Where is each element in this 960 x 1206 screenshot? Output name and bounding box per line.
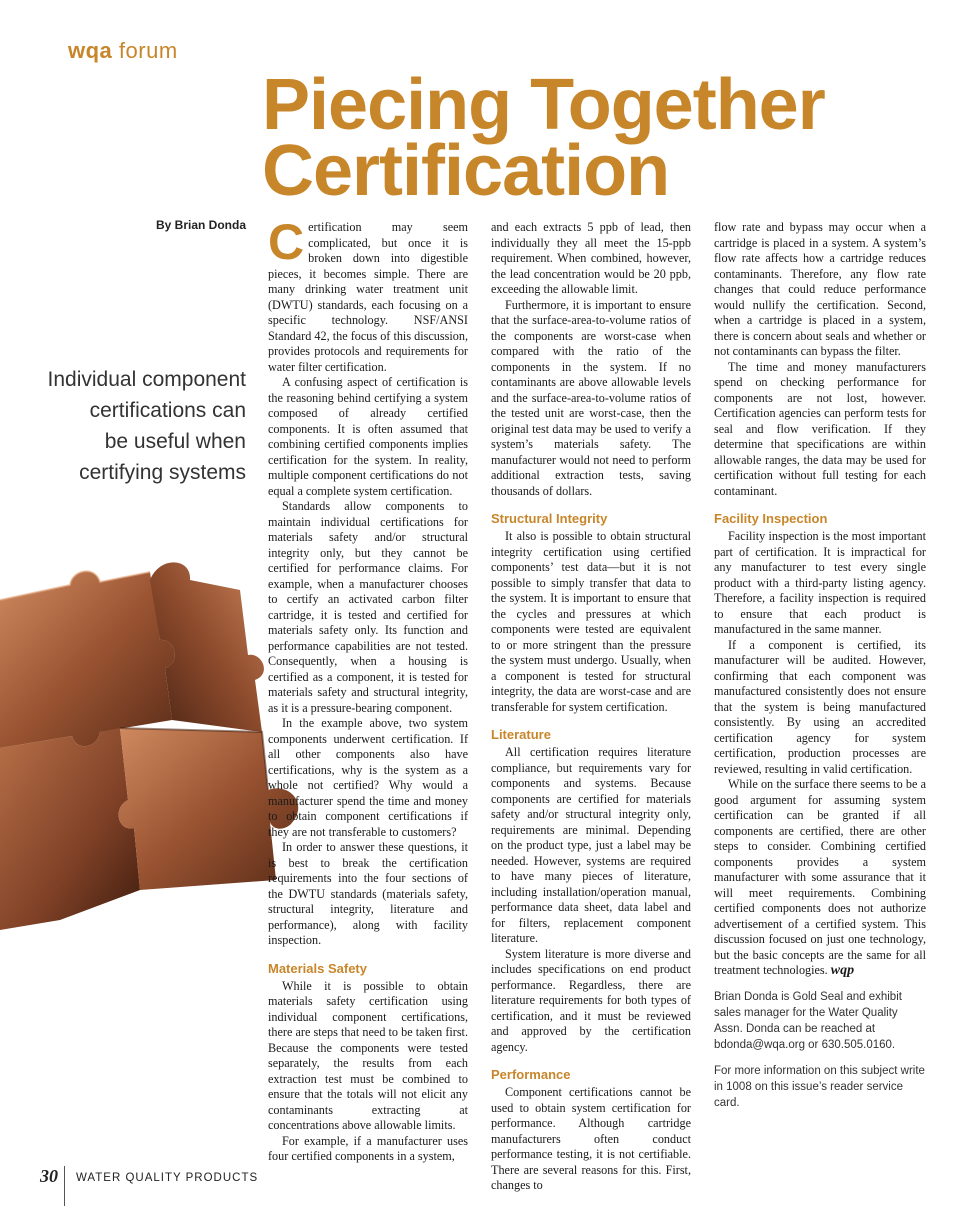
section-kicker xyxy=(68,38,178,64)
body-paragraph: flow rate and bypass may occur when a cartridge is placed in a system. A system’s flow rate affects how a cartridge reduces contaminants. Therefore, any flow rate changes that could reduce performance would nullify the certification. Second, when a cartridge is placed in a system, there is concern about seals and whether or not contaminants can bypass the filter. xyxy=(714,220,926,358)
pull-quote-line: Individual component xyxy=(47,368,246,391)
body-paragraph: In order to answer these questions, it is best to break the certification requirements into the four sections of the DWTU standards (materials safety, structural integrity, literature and performance), along with facility inspection. xyxy=(268,840,468,947)
body-paragraph: If a component is certified, its manufacturer will be audited. However, confirming that each component was manufactured consistently does not ensure that the system is being manufactured consistently. By using an accredited certification agency for system certification, production processes are reviewed, resulting in valid certification. xyxy=(714,637,926,776)
body-paragraph: In the example above, two system components underwent certification. If all other components also have certifications, why is the system as a whole not certified? Why would a manufacturer spend the time and money to obtain component certifications if they are not transferable to customers? xyxy=(268,716,468,839)
closing-text: While on the surface there seems to be a good argument for assuming system certification can be granted if all components are certified, there are other steps to consider. Combining certified components provides a system manufacturer with some assurance that it will meet requirements. Combining certified components does not authorize advertisement of a certified system. This discussion focused on just one technology, but the basic concepts are the same for all treatment technologies. xyxy=(714,777,926,977)
page-number: 30 xyxy=(40,1166,58,1186)
title-line-2: Certification xyxy=(262,131,670,211)
byline: By Brian Donda xyxy=(155,218,246,232)
kicker-label: forum xyxy=(112,38,178,63)
reader-service-note: For more information on this subject write in 1008 on this issue’s reader service card. xyxy=(714,1064,925,1109)
section-heading-facility-inspection: Facility Inspection xyxy=(714,511,828,526)
body-paragraph: Facility inspection is the most important part of certification. It is impractical for any manufacturer to test every single product with a third-party listing agency. Therefore, a facility inspection is required to ensure that each product is manufactured in the same manner. xyxy=(714,529,926,636)
body-paragraph: For example, if a manufacturer uses four certified components in a system, xyxy=(268,1133,468,1163)
body-paragraph: and each extracts 5 ppb of lead, then individually they all meet the 15-ppb requirement. When combined, however, the lead concentration would be 20 ppb, exceeding the allowable limit. xyxy=(491,220,691,296)
footer-divider xyxy=(64,1166,65,1206)
body-paragraph: It also is possible to obtain structural integrity certification using certified components’ test data—but it is not possible to simply transfer that data to the system. It is important to ensure that the cycles and pressures at which components were tested are equivalent to or more stringent than the pressure the system must undergo. Usually, when a component is tested for structural integrity, the data are worst-case and are transferable for system certification. xyxy=(491,529,691,714)
body-paragraph xyxy=(714,777,926,979)
article-column-2 xyxy=(491,220,691,1194)
article-column-3 xyxy=(714,220,926,1111)
section-heading-performance: Performance xyxy=(491,1067,571,1082)
article-column-1 xyxy=(268,214,468,1165)
publication-name: WATER QUALITY PRODUCTS xyxy=(76,1172,259,1184)
drop-cap: C xyxy=(268,214,305,270)
pull-quote-line: certifications can xyxy=(89,399,246,422)
section-heading-structural-integrity: Structural Integrity xyxy=(491,511,608,526)
kicker-brand: wqa xyxy=(68,38,113,63)
body-paragraph: While it is possible to obtain materials safety certification using individual component certifications, there are steps that need to be taken first. Because the components were tested separately, the results from each extraction test must be combined to ensure that the totals will not elicit any contaminants extracting at concentrations above allowable limits. xyxy=(268,978,468,1132)
puzzle-pieces-photo xyxy=(0,560,310,940)
body-paragraph: Component certifications cannot be used to obtain system certification for performance. Although cartridge manufacturers often conduct performance testing, it is not certifiable. There are several reasons for this. First, changes to xyxy=(491,1085,691,1192)
signoff-mark: wqp xyxy=(830,963,855,978)
body-paragraph: Standards allow components to maintain individual certifications for materials safety and/or structural integrity only, but they cannot be certified for performance claims. For example, when a manufacturer chooses to certify an activated carbon filter cartridge, it is tested and certified for materials safety only. Its function and performance capabilities are not tested. Consequently, when a housing is certified as a component, it is tested for materials safety and structural integrity, as it is a pressure-bearing component. xyxy=(268,499,468,715)
section-heading-materials-safety: Materials Safety xyxy=(268,960,367,976)
intro-paragraph: ertification may seem complicated, but once it is broken down into digestible pieces, it becomes simple. There are many drinking water treatment unit (DWTU) standards, each focusing on a specific technology. NSF/ANSI Standard 42, the focus of this discussion, provides protocols and requirements for water filter certification. xyxy=(268,220,468,374)
pull-quote xyxy=(20,364,246,488)
body-paragraph: A confusing aspect of certification is the reasoning behind certifying a system composed of already certified components. It is often assumed that combining certified components implies certification for the system. In reality, multiple component certifications do not equal a complete system certification. xyxy=(268,375,468,498)
pull-quote-line: be useful when xyxy=(104,430,246,453)
author-bio: Brian Donda is Gold Seal and exhibit sales manager for the Water Quality Assn. Donda can be reached at bdonda@wqa.org or 630.505.0160. xyxy=(714,990,902,1051)
body-paragraph: Furthermore, it is important to ensure that the surface-area-to-volume ratios of the components are worst-case when compared with the ratio of the components in the system. If no contaminants are above allowable levels and the surface-area-to-volume ratios of the tested unit are worst-case, then the original test data may be used to verify a system’s materials safety. The manufacturer would not need to perform additional extraction tests, saving thousands of dollars. xyxy=(491,297,691,498)
page-title xyxy=(262,65,952,211)
pull-quote-line: certifying systems xyxy=(79,461,246,484)
body-paragraph: System literature is more diverse and includes specifications on end product performance. Regardless, there are literature requirements for both types of certification, and it must be reviewed and approved by the certification agency. xyxy=(491,946,691,1054)
section-heading-literature: Literature xyxy=(491,727,551,742)
body-paragraph: All certification requires literature compliance, but requirements vary for components and systems. Because components are certified for materials safety and/or structural integrity only, requirements are minimal. Depending on the product type, just a label may be needed. However, systems are required to have many pieces of literature, including installation/operation manual, performance data sheet, data label and for filters, replacement component literature. xyxy=(491,745,691,945)
title-line-1: Piecing Together xyxy=(262,65,825,145)
body-paragraph: The time and money manufacturers spend on checking performance for components are not lost, however. Certification agencies can perform tests for seal and flow verification. If they determine that specifications are within allowable ranges, the data may be used for certification without full testing for each contaminant. xyxy=(714,359,926,498)
